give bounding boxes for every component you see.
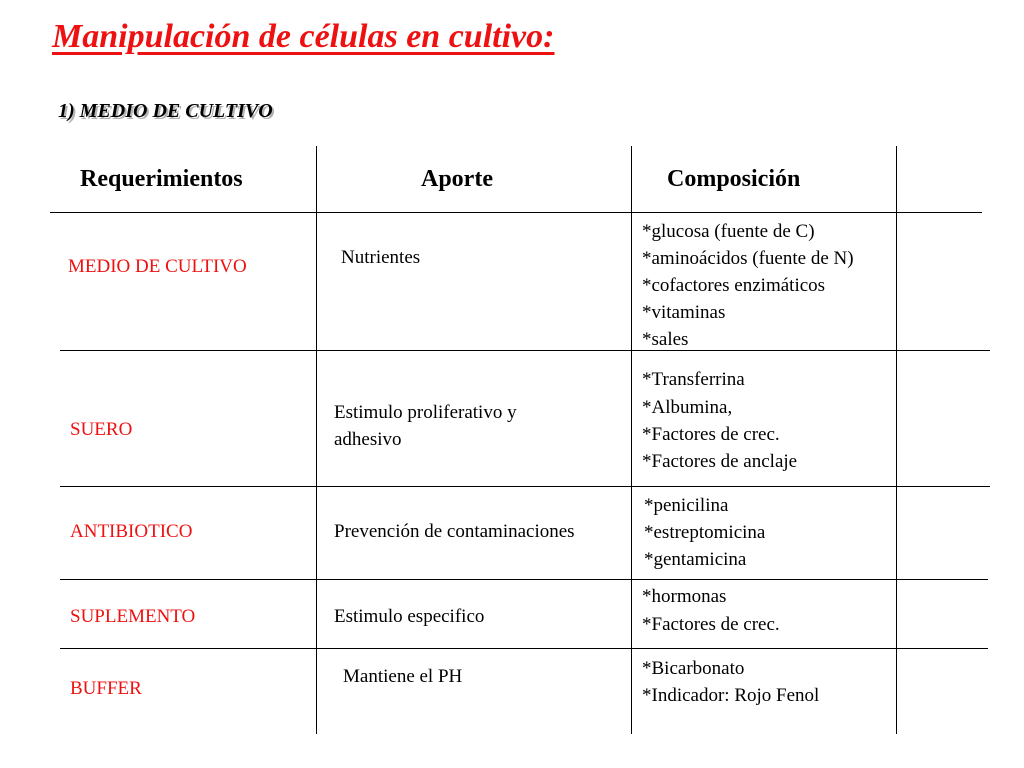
composicion-line: *aminoácidos (fuente de N): [642, 248, 854, 269]
composicion-line: *Indicador: Rojo Fenol: [642, 685, 820, 706]
requerimiento-cell: SUPLEMENTO: [70, 606, 196, 627]
aporte-line: Mantiene el PH: [343, 666, 463, 687]
header-requerimientos: Requerimientos: [80, 166, 243, 192]
composicion-line: *Factores de crec.: [642, 614, 780, 635]
row-divider: [60, 648, 988, 649]
aporte-line: Estimulo proliferativo y: [334, 402, 517, 423]
column-divider: [896, 146, 897, 734]
composicion-line: *gentamicina: [644, 549, 747, 570]
aporte-line: Prevención de contaminaciones: [334, 521, 575, 542]
composicion-line: *sales: [642, 329, 689, 350]
composicion-line: *cofactores enzimáticos: [642, 275, 826, 296]
composicion-line: *glucosa (fuente de C): [642, 221, 815, 242]
composicion-line: *Transferrina: [642, 369, 745, 390]
row-divider: [60, 486, 990, 487]
composicion-line: *penicilina: [644, 495, 729, 516]
row-divider: [60, 350, 990, 351]
requerimiento-cell: ANTIBIOTICO: [70, 521, 193, 542]
section-subtitle: 1) MEDIO DE CULTIVO: [58, 100, 273, 122]
composicion-line: *Factores de anclaje: [642, 451, 798, 472]
requerimiento-cell: BUFFER: [70, 678, 142, 699]
composicion-line: *estreptomicina: [644, 522, 766, 543]
column-divider: [316, 146, 317, 734]
page-title: Manipulación de células en cultivo:: [52, 18, 555, 55]
header-composicion: Composición: [667, 166, 801, 192]
composicion-line: *Albumina,: [642, 397, 733, 418]
requerimiento-cell: SUERO: [70, 419, 133, 440]
composicion-line: *Bicarbonato: [642, 658, 745, 679]
composicion-line: *vitaminas: [642, 302, 726, 323]
aporte-line: adhesivo: [334, 429, 402, 450]
column-divider: [631, 146, 632, 734]
requerimiento-cell: MEDIO DE CULTIVO: [68, 256, 247, 277]
composicion-line: *Factores de crec.: [642, 424, 780, 445]
composicion-line: *hormonas: [642, 586, 727, 607]
header-aporte: Aporte: [421, 166, 493, 192]
row-divider: [50, 212, 982, 213]
aporte-line: Estimulo especifico: [334, 606, 485, 627]
aporte-line: Nutrientes: [341, 247, 421, 268]
row-divider: [60, 579, 988, 580]
